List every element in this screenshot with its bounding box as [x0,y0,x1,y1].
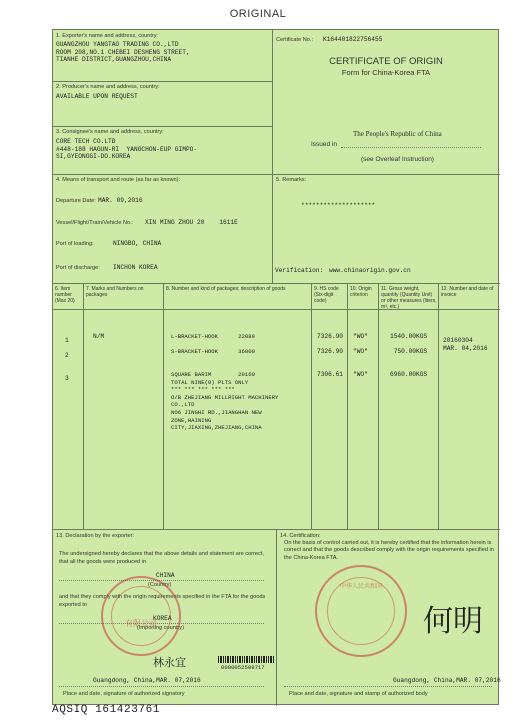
certificate-no-value: K164401822756455 [323,36,383,43]
col-origin-criterion: 10. Origin criterion [350,286,372,298]
exporter-signature: 林永宜 [153,657,186,669]
exporter-place-date: Guangdong, China,MAR. 07,2016 [93,677,201,684]
gross-weights: 1540.00KGS 750.00KGS 6960.00KGS [390,333,428,378]
hs-codes: 7326.90 7326.90 7306.61 [317,333,343,378]
consignee-label: 3. Consignee's name and address, country: [56,129,164,135]
importing-country-caption: (Importing country) [137,625,184,631]
producer-label: 2. Producer's name and address, country: [56,84,160,90]
discharge-value: INCHON KOREA [113,264,158,271]
exporter-value: GUANGZHOU YANGTAO TRADING CO.,LTD ROOM 208,NO.1 CHEBEI DESHENG STREET, TIANHE DISTRICT,GUANGZHOU,CHINA [56,41,190,64]
item-numbers: 1 2 3 [65,337,69,382]
discharge-label: Port of discharge: [56,265,100,271]
certificate-title: CERTIFICATE OF ORIGIN [329,56,443,67]
aqsiq-code: AQSIQ 161423761 [52,704,161,716]
exporter-stamp [101,576,181,656]
overleaf-note: (see Overleaf Instruction) [361,156,434,163]
vessel-value: XIN MING ZHOU 20 1611E [145,219,238,226]
certification-text: On the basis of control carried out, it is hereby certified that the information herein is correct and that the goods described comply with the origin requirements specified in the China-Korea FTA. [284,540,494,561]
col-gross-weight: 11. Gross weight, quantity (Quantity Unit) or other measures (liters, m³, etc.) [381,286,437,310]
declaration-text-2: and that they comply with the origin requirements specified in the FTA for the goods exported to [59,594,266,608]
original-heading: ORIGINAL [229,8,287,20]
producer-value: AVAILABLE UPON REQUEST [56,93,138,100]
departure-value: MAR. 09,2016 [98,197,143,204]
importing-country: KOREA [153,615,172,622]
col-marks: 7. Marks and Numbers on packages [86,286,144,298]
col-invoice: 12. Number and date of invoice [441,286,494,298]
loading-label: Port of loading: [56,241,94,247]
transport-label: 4. Means of transport and route (as far as known): [56,177,181,183]
consignee-value: CORE TECH CO.LTD #448-188 HAGUN-RI YANGCHON-EUP GIMPO- SI,GYEONGGI-DO.KOREA [56,138,198,161]
vessel-label: Vessel/Flight/Train/Vehicle No.: [56,220,134,226]
authority-place-date: Guangdong, China,MAR. 07,2016 [393,677,501,684]
goods-description: L-BRACKET-HOOK 22080 S-BRACKET-HOOK 36000 SQUARE BARIM 20160 TOTAL NINE(9) PLTS ONLY *** *** *** *** *** O/B ZHEJIANG MILLRIGHT MACHINERY CO.,LTD NO6 JINGHI RD.,JIANGHAN NEW ZONE,HAINING CITY,JIAXING,ZHEJIANG,CHINA [171,333,279,432]
remarks-label: 5. Remarks: [276,177,307,183]
exporter-label: 1. Exporter's name and address, country: [56,33,159,39]
col-item-number: 6. Item number (Max 20) [55,286,75,304]
country-caption: (Country) [148,582,172,588]
marks-value: N/M [93,333,105,340]
certificate-no-label: Certificate No.: [276,37,313,43]
authority-stamp-text: 中华人民共和国 [339,584,382,590]
issuing-country: The People's Republic of China [353,130,442,138]
authority-stamp [315,565,407,657]
declaration-label: 13. Declaration by the exporter: [56,533,135,539]
col-hs-code: 9. HS code (Six-digit code) [314,286,339,304]
exporter-stamp-text: 有限公司 [125,619,157,628]
departure-label: Departure Date: [56,198,96,204]
exporter-footer: Place and date, signature of authorized signatory [63,691,185,697]
verification-url: www.chinaorigin.gov.cn [329,267,411,274]
authority-signature: 何明 [423,605,483,638]
certificate-form [52,29,499,705]
barcode-number: 0000052509717 [221,664,265,671]
col-description: 8. Number and kind of packages; description of goods [166,286,286,292]
verification-label: Verification: [275,267,324,274]
certificate-subtitle: Form for China-Korea FTA [341,68,431,77]
authority-footer: Place and date, signature and stamp of authorized body [289,691,428,697]
producing-country: CHINA [156,572,175,579]
loading-value: NINGBO, CHINA [113,240,162,247]
barcode [218,656,274,663]
declaration-text: The undersigned hereby declares that the above details and statement are correct, that all the goods were produced in [59,551,264,565]
remarks-value: ******************** [301,202,376,209]
origin-criteria: "WO" "WO" "WO" [353,333,368,378]
invoice-number-date: 20160304 MAR. 04,2016 [443,337,488,352]
issued-in-label: Issued in [311,141,338,148]
certification-label: 14. Certification: [280,533,321,539]
